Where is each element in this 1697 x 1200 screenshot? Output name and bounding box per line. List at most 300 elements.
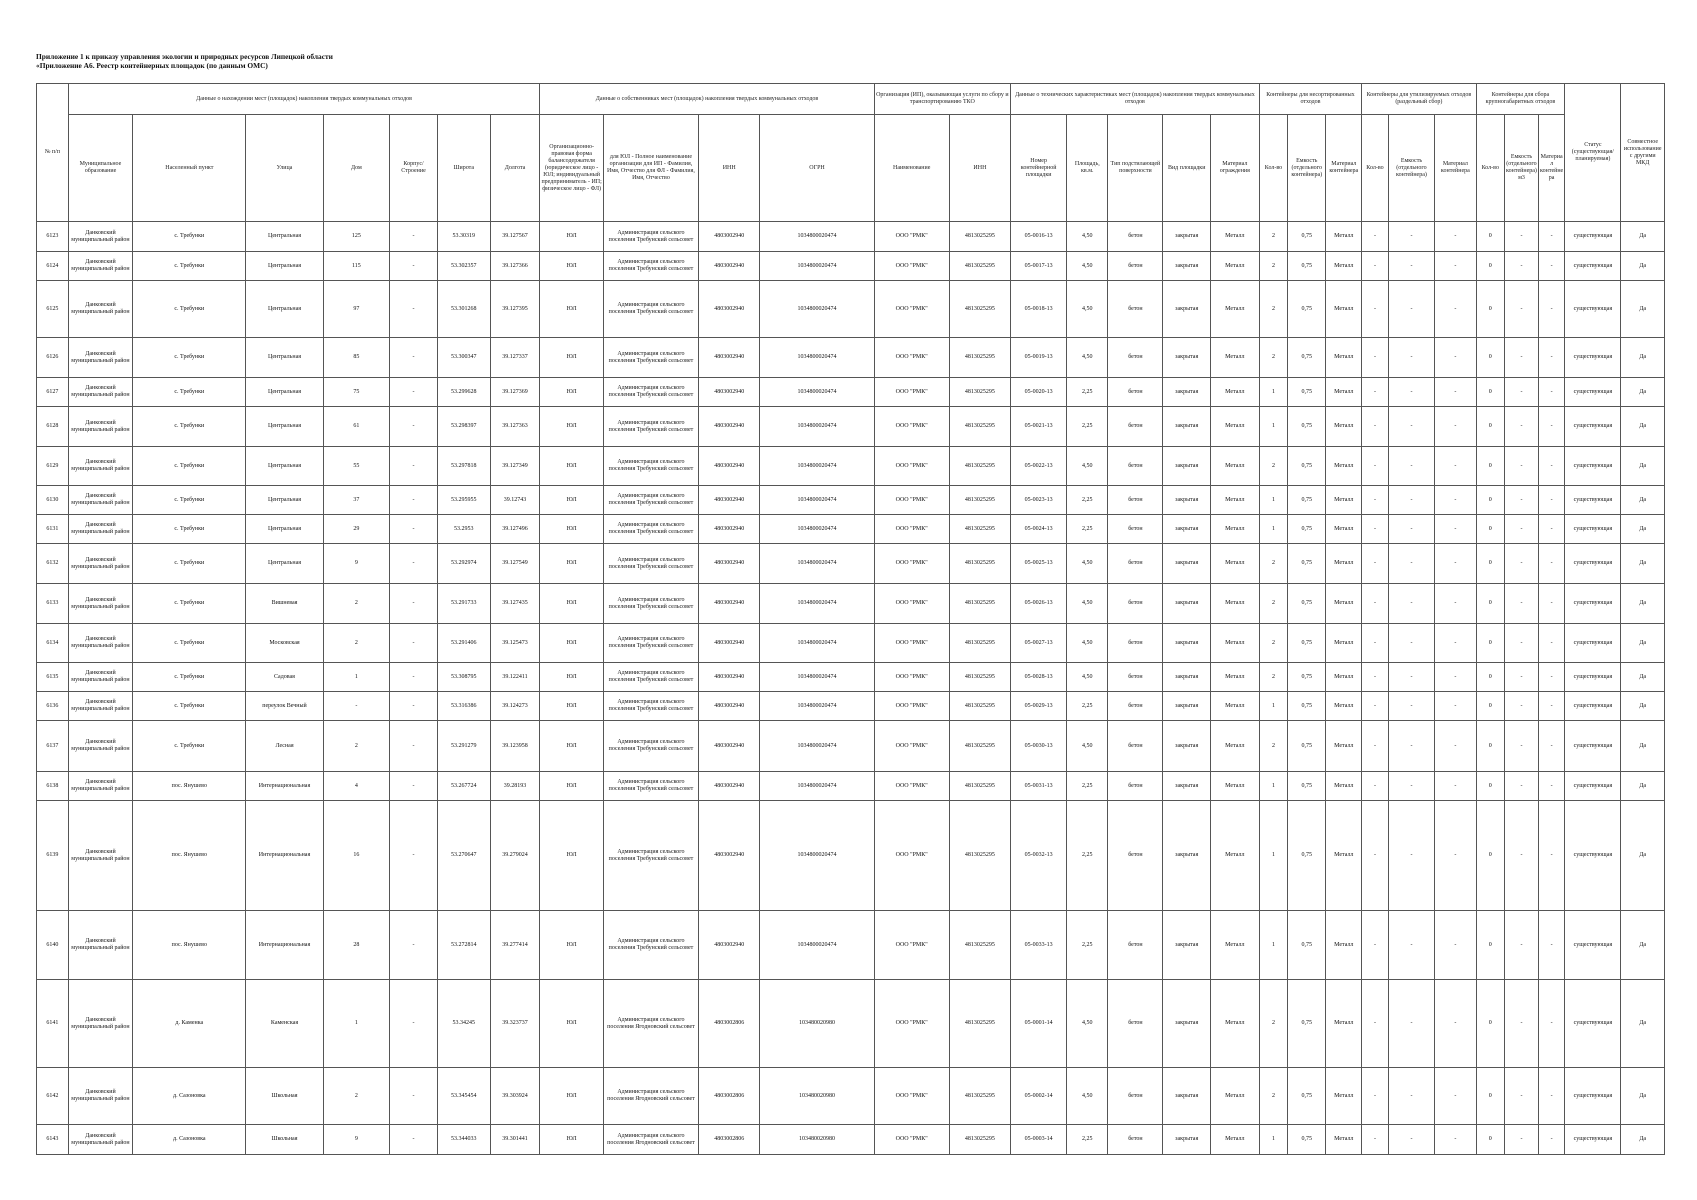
cell-unsorted-material: Металл bbox=[1326, 1125, 1362, 1155]
cell-owner-ogrn: 1034800020474 bbox=[760, 338, 874, 378]
cell-number: 6124 bbox=[37, 252, 69, 281]
cell-unsorted-count: 2 bbox=[1259, 624, 1288, 663]
cell-status: существующая bbox=[1565, 801, 1621, 911]
cell-area: 4,50 bbox=[1067, 252, 1108, 281]
cell-area: 2,25 bbox=[1067, 911, 1108, 980]
cell-owner-inn: 4803002940 bbox=[699, 911, 760, 980]
cell-unsorted-material: Металл bbox=[1326, 980, 1362, 1068]
col-header-site-number: Номер контейнерной площадки bbox=[1011, 115, 1067, 222]
cell-unsorted-count: 2 bbox=[1259, 721, 1288, 772]
cell-carrier-inn: 4813025295 bbox=[949, 584, 1010, 624]
cell-legal-form: ЮЛ bbox=[540, 1125, 603, 1155]
cell-status: существующая bbox=[1565, 447, 1621, 486]
cell-fence-material: Металл bbox=[1210, 252, 1259, 281]
cell-status: существующая bbox=[1565, 1125, 1621, 1155]
cell-site-type: закрытая bbox=[1163, 692, 1211, 721]
cell-carrier-name: ООО "РМК" bbox=[874, 721, 949, 772]
cell-shared-use: Да bbox=[1621, 911, 1665, 980]
cell-street: Каменская bbox=[246, 980, 323, 1068]
cell-unsorted-capacity: 0,75 bbox=[1288, 980, 1326, 1068]
cell-owner-ogrn: 1034800020474 bbox=[760, 447, 874, 486]
cell-owner-inn: 4803002940 bbox=[699, 252, 760, 281]
cell-owner-ogrn: 1034800020474 bbox=[760, 222, 874, 252]
cell-recyclable-capacity: - bbox=[1388, 486, 1435, 515]
table-row bbox=[37, 911, 1665, 980]
cell-recyclable-count: - bbox=[1362, 911, 1388, 980]
cell-bulky-count: 0 bbox=[1476, 772, 1505, 801]
cell-building: - bbox=[390, 515, 438, 544]
cell-owner-ogrn: 1034800020474 bbox=[760, 281, 874, 338]
cell-owner-name: Администрация сельского поселения Требунский сельсовет bbox=[603, 801, 698, 911]
cell-area: 4,50 bbox=[1067, 663, 1108, 692]
table-row bbox=[37, 447, 1665, 486]
cell-unsorted-material: Металл bbox=[1326, 447, 1362, 486]
cell-settlement: с. Требунки bbox=[133, 486, 246, 515]
cell-area: 4,50 bbox=[1067, 222, 1108, 252]
cell-bulky-capacity: - bbox=[1505, 222, 1539, 252]
group-header-owner: Данные о собственниках мест (площадок) накопления твердых коммунальных отходов bbox=[540, 84, 874, 115]
cell-latitude: 53.291733 bbox=[437, 584, 490, 624]
cell-number: 6132 bbox=[37, 544, 69, 584]
cell-settlement: с. Требунки bbox=[133, 447, 246, 486]
cell-building: - bbox=[390, 663, 438, 692]
cell-unsorted-count: 2 bbox=[1259, 338, 1288, 378]
cell-site-type: закрытая bbox=[1163, 1125, 1211, 1155]
cell-building: - bbox=[390, 980, 438, 1068]
cell-street: Садовая bbox=[246, 663, 323, 692]
cell-surface-type: бетон bbox=[1108, 447, 1163, 486]
cell-municipality: Данковский муниципальный район bbox=[68, 447, 133, 486]
cell-number: 6138 bbox=[37, 772, 69, 801]
cell-fence-material: Металл bbox=[1210, 721, 1259, 772]
cell-municipality: Данковский муниципальный район bbox=[68, 222, 133, 252]
cell-fence-material: Металл bbox=[1210, 281, 1259, 338]
cell-longitude: 39.125473 bbox=[490, 624, 540, 663]
cell-carrier-inn: 4813025295 bbox=[949, 252, 1010, 281]
cell-building: - bbox=[390, 801, 438, 911]
cell-owner-inn: 4803002940 bbox=[699, 281, 760, 338]
cell-longitude: 39.127549 bbox=[490, 544, 540, 584]
cell-bulky-capacity: - bbox=[1505, 252, 1539, 281]
cell-bulky-capacity: - bbox=[1505, 1125, 1539, 1155]
cell-street: Центральная bbox=[246, 281, 323, 338]
cell-site-number: 05-0032-13 bbox=[1011, 801, 1067, 911]
cell-building: - bbox=[390, 281, 438, 338]
cell-legal-form: ЮЛ bbox=[540, 447, 603, 486]
cell-carrier-inn: 4813025295 bbox=[949, 692, 1010, 721]
col-header-owner-ogrn: ОГРН bbox=[760, 115, 874, 222]
cell-owner-name: Администрация сельского поселения Требунский сельсовет bbox=[603, 721, 698, 772]
cell-latitude: 53.308795 bbox=[437, 663, 490, 692]
cell-owner-ogrn: 1034800020474 bbox=[760, 407, 874, 447]
group-header-technical: Данные о технических характеристиках мест (площадок) накопления твердых коммунальных отходов bbox=[1011, 84, 1260, 115]
table-row bbox=[37, 772, 1665, 801]
cell-site-number: 05-0024-13 bbox=[1011, 515, 1067, 544]
cell-recyclable-count: - bbox=[1362, 721, 1388, 772]
cell-longitude: 39.127496 bbox=[490, 515, 540, 544]
cell-recyclable-count: - bbox=[1362, 281, 1388, 338]
cell-latitude: 53.300347 bbox=[437, 338, 490, 378]
cell-unsorted-count: 1 bbox=[1259, 1125, 1288, 1155]
cell-owner-ogrn: 1034800020474 bbox=[760, 721, 874, 772]
cell-recyclable-material: - bbox=[1435, 486, 1476, 515]
cell-recyclable-capacity: - bbox=[1388, 663, 1435, 692]
cell-owner-inn: 4803002940 bbox=[699, 624, 760, 663]
cell-recyclable-material: - bbox=[1435, 407, 1476, 447]
cell-unsorted-material: Металл bbox=[1326, 721, 1362, 772]
cell-unsorted-capacity: 0,75 bbox=[1288, 447, 1326, 486]
cell-recyclable-capacity: - bbox=[1388, 721, 1435, 772]
cell-unsorted-capacity: 0,75 bbox=[1288, 663, 1326, 692]
cell-settlement: д. Сазоновка bbox=[133, 1068, 246, 1125]
cell-unsorted-material: Металл bbox=[1326, 407, 1362, 447]
cell-number: 6134 bbox=[37, 624, 69, 663]
cell-latitude: 53.270647 bbox=[437, 801, 490, 911]
cell-fence-material: Металл bbox=[1210, 801, 1259, 911]
cell-owner-inn: 4803002940 bbox=[699, 692, 760, 721]
cell-status: существующая bbox=[1565, 281, 1621, 338]
cell-status: существующая bbox=[1565, 378, 1621, 407]
cell-area: 4,50 bbox=[1067, 584, 1108, 624]
cell-fence-material: Металл bbox=[1210, 222, 1259, 252]
cell-status: существующая bbox=[1565, 338, 1621, 378]
cell-surface-type: бетон bbox=[1108, 281, 1163, 338]
cell-owner-name: Администрация сельского поселения Требунский сельсовет bbox=[603, 281, 698, 338]
cell-site-number: 05-0001-14 bbox=[1011, 980, 1067, 1068]
cell-status: существующая bbox=[1565, 407, 1621, 447]
table-row bbox=[37, 222, 1665, 252]
cell-number: 6125 bbox=[37, 281, 69, 338]
cell-building: - bbox=[390, 222, 438, 252]
cell-unsorted-capacity: 0,75 bbox=[1288, 252, 1326, 281]
cell-carrier-inn: 4813025295 bbox=[949, 515, 1010, 544]
col-header-surface-type: Тип подстилающей поверхности bbox=[1108, 115, 1163, 222]
cell-site-type: закрытая bbox=[1163, 378, 1211, 407]
cell-longitude: 39.303924 bbox=[490, 1068, 540, 1125]
cell-area: 2,25 bbox=[1067, 772, 1108, 801]
cell-house: 4 bbox=[323, 772, 390, 801]
cell-recyclable-capacity: - bbox=[1388, 252, 1435, 281]
cell-street: Московская bbox=[246, 624, 323, 663]
cell-bulky-capacity: - bbox=[1505, 281, 1539, 338]
cell-fence-material: Металл bbox=[1210, 911, 1259, 980]
col-header-area: Площадь, кв.м. bbox=[1067, 115, 1108, 222]
table-body bbox=[37, 222, 1665, 1155]
cell-settlement: с. Требунки bbox=[133, 407, 246, 447]
cell-street: Центральная bbox=[246, 407, 323, 447]
cell-site-type: закрытая bbox=[1163, 721, 1211, 772]
cell-surface-type: бетон bbox=[1108, 1125, 1163, 1155]
cell-status: существующая bbox=[1565, 980, 1621, 1068]
cell-recyclable-capacity: - bbox=[1388, 544, 1435, 584]
cell-legal-form: ЮЛ bbox=[540, 772, 603, 801]
cell-area: 2,25 bbox=[1067, 1125, 1108, 1155]
cell-house: 37 bbox=[323, 486, 390, 515]
header-column-row bbox=[37, 115, 1665, 222]
cell-settlement: д. Каменка bbox=[133, 980, 246, 1068]
cell-site-number: 05-0002-14 bbox=[1011, 1068, 1067, 1125]
cell-recyclable-capacity: - bbox=[1388, 1125, 1435, 1155]
cell-street: Центральная bbox=[246, 378, 323, 407]
cell-site-type: закрытая bbox=[1163, 772, 1211, 801]
col-header-site-type: Вид площадки bbox=[1163, 115, 1211, 222]
cell-municipality: Данковский муниципальный район bbox=[68, 252, 133, 281]
cell-municipality: Данковский муниципальный район bbox=[68, 281, 133, 338]
cell-unsorted-capacity: 0,75 bbox=[1288, 584, 1326, 624]
cell-owner-name: Администрация сельского поселения Ягодновский сельсовет bbox=[603, 1125, 698, 1155]
cell-municipality: Данковский муниципальный район bbox=[68, 584, 133, 624]
cell-latitude: 53.272814 bbox=[437, 911, 490, 980]
cell-recyclable-capacity: - bbox=[1388, 911, 1435, 980]
cell-surface-type: бетон bbox=[1108, 1068, 1163, 1125]
cell-bulky-material: - bbox=[1538, 772, 1564, 801]
container-sites-registry-table bbox=[36, 83, 1665, 1155]
cell-site-number: 05-0020-13 bbox=[1011, 378, 1067, 407]
cell-surface-type: бетон bbox=[1108, 407, 1163, 447]
cell-site-type: закрытая bbox=[1163, 801, 1211, 911]
cell-house: 2 bbox=[323, 1068, 390, 1125]
cell-owner-name: Администрация сельского поселения Требунский сельсовет bbox=[603, 584, 698, 624]
cell-fence-material: Металл bbox=[1210, 692, 1259, 721]
cell-site-type: закрытая bbox=[1163, 515, 1211, 544]
cell-recyclable-count: - bbox=[1362, 801, 1388, 911]
cell-settlement: с. Требунки bbox=[133, 515, 246, 544]
cell-number: 6133 bbox=[37, 584, 69, 624]
table-row bbox=[37, 624, 1665, 663]
cell-owner-inn: 4803002940 bbox=[699, 486, 760, 515]
cell-owner-ogrn: 1034800020474 bbox=[760, 252, 874, 281]
group-header-unsorted-containers: Контейнеры для несортированных отходов bbox=[1259, 84, 1362, 115]
cell-fence-material: Металл bbox=[1210, 772, 1259, 801]
cell-site-number: 05-0029-13 bbox=[1011, 692, 1067, 721]
cell-area: 2,25 bbox=[1067, 378, 1108, 407]
col-header-recyclable-count: Кол-во bbox=[1362, 115, 1388, 222]
cell-bulky-material: - bbox=[1538, 624, 1564, 663]
cell-longitude: 39.12743 bbox=[490, 486, 540, 515]
cell-site-type: закрытая bbox=[1163, 584, 1211, 624]
cell-shared-use: Да bbox=[1621, 801, 1665, 911]
cell-site-number: 05-0027-13 bbox=[1011, 624, 1067, 663]
cell-legal-form: ЮЛ bbox=[540, 338, 603, 378]
cell-street: Интернациональная bbox=[246, 911, 323, 980]
cell-unsorted-count: 2 bbox=[1259, 544, 1288, 584]
cell-bulky-count: 0 bbox=[1476, 252, 1505, 281]
cell-recyclable-capacity: - bbox=[1388, 281, 1435, 338]
cell-municipality: Данковский муниципальный район bbox=[68, 663, 133, 692]
cell-bulky-capacity: - bbox=[1505, 378, 1539, 407]
cell-recyclable-count: - bbox=[1362, 407, 1388, 447]
cell-carrier-inn: 4813025295 bbox=[949, 447, 1010, 486]
cell-legal-form: ЮЛ bbox=[540, 801, 603, 911]
cell-fence-material: Металл bbox=[1210, 980, 1259, 1068]
cell-owner-inn: 4803002940 bbox=[699, 584, 760, 624]
cell-site-type: закрытая bbox=[1163, 338, 1211, 378]
cell-latitude: 53.291406 bbox=[437, 624, 490, 663]
cell-carrier-inn: 4813025295 bbox=[949, 486, 1010, 515]
cell-recyclable-count: - bbox=[1362, 624, 1388, 663]
cell-bulky-material: - bbox=[1538, 515, 1564, 544]
cell-carrier-inn: 4813025295 bbox=[949, 281, 1010, 338]
cell-latitude: 53.267724 bbox=[437, 772, 490, 801]
cell-status: существующая bbox=[1565, 772, 1621, 801]
cell-owner-ogrn: 1034800020474 bbox=[760, 544, 874, 584]
cell-latitude: 53.297818 bbox=[437, 447, 490, 486]
cell-recyclable-material: - bbox=[1435, 772, 1476, 801]
col-header-bulky-capacity: Емкость (отдельного контейнера) м3 bbox=[1505, 115, 1539, 222]
cell-legal-form: ЮЛ bbox=[540, 624, 603, 663]
cell-unsorted-count: 2 bbox=[1259, 1068, 1288, 1125]
cell-bulky-capacity: - bbox=[1505, 407, 1539, 447]
cell-owner-ogrn: 103480020980 bbox=[760, 1125, 874, 1155]
cell-recyclable-count: - bbox=[1362, 663, 1388, 692]
cell-building: - bbox=[390, 338, 438, 378]
cell-owner-name: Администрация сельского поселения Требунский сельсовет bbox=[603, 252, 698, 281]
cell-fence-material: Металл bbox=[1210, 407, 1259, 447]
cell-municipality: Данковский муниципальный район bbox=[68, 721, 133, 772]
cell-surface-type: бетон bbox=[1108, 544, 1163, 584]
cell-recyclable-material: - bbox=[1435, 721, 1476, 772]
cell-longitude: 39.323737 bbox=[490, 980, 540, 1068]
cell-site-number: 05-0026-13 bbox=[1011, 584, 1067, 624]
cell-legal-form: ЮЛ bbox=[540, 663, 603, 692]
cell-surface-type: бетон bbox=[1108, 222, 1163, 252]
cell-bulky-count: 0 bbox=[1476, 911, 1505, 980]
cell-bulky-material: - bbox=[1538, 663, 1564, 692]
cell-longitude: 39.127395 bbox=[490, 281, 540, 338]
cell-recyclable-count: - bbox=[1362, 692, 1388, 721]
cell-unsorted-count: 1 bbox=[1259, 801, 1288, 911]
cell-recyclable-count: - bbox=[1362, 544, 1388, 584]
cell-bulky-capacity: - bbox=[1505, 911, 1539, 980]
cell-unsorted-count: 1 bbox=[1259, 407, 1288, 447]
cell-carrier-inn: 4813025295 bbox=[949, 911, 1010, 980]
cell-bulky-capacity: - bbox=[1505, 584, 1539, 624]
cell-street: Школьная bbox=[246, 1125, 323, 1155]
cell-municipality: Данковский муниципальный район bbox=[68, 338, 133, 378]
cell-house: 28 bbox=[323, 911, 390, 980]
cell-street: Лесная bbox=[246, 721, 323, 772]
cell-status: существующая bbox=[1565, 222, 1621, 252]
cell-carrier-name: ООО "РМК" bbox=[874, 801, 949, 911]
cell-legal-form: ЮЛ bbox=[540, 378, 603, 407]
cell-number: 6142 bbox=[37, 1068, 69, 1125]
cell-surface-type: бетон bbox=[1108, 772, 1163, 801]
cell-legal-form: ЮЛ bbox=[540, 407, 603, 447]
cell-fence-material: Металл bbox=[1210, 663, 1259, 692]
cell-house: 1 bbox=[323, 663, 390, 692]
cell-owner-inn: 4803002940 bbox=[699, 801, 760, 911]
cell-legal-form: ЮЛ bbox=[540, 486, 603, 515]
cell-owner-name: Администрация сельского поселения Требунский сельсовет bbox=[603, 911, 698, 980]
cell-longitude: 39.28193 bbox=[490, 772, 540, 801]
cell-unsorted-capacity: 0,75 bbox=[1288, 1068, 1326, 1125]
cell-latitude: 53.292974 bbox=[437, 544, 490, 584]
cell-bulky-count: 0 bbox=[1476, 1125, 1505, 1155]
cell-unsorted-capacity: 0,75 bbox=[1288, 911, 1326, 980]
cell-bulky-count: 0 bbox=[1476, 584, 1505, 624]
cell-municipality: Данковский муниципальный район bbox=[68, 692, 133, 721]
table-row bbox=[37, 515, 1665, 544]
cell-owner-inn: 4803002940 bbox=[699, 447, 760, 486]
cell-carrier-name: ООО "РМК" bbox=[874, 1125, 949, 1155]
cell-recyclable-material: - bbox=[1435, 544, 1476, 584]
cell-owner-inn: 4803002940 bbox=[699, 721, 760, 772]
cell-site-number: 05-0022-13 bbox=[1011, 447, 1067, 486]
col-header-legal-form: Организационно-правовая форма балансодержателя (юридическое лицо - ЮЛ; индивидуальный предприниматель - ИП; физическое лицо - ФЛ) bbox=[540, 115, 603, 222]
cell-number: 6129 bbox=[37, 447, 69, 486]
cell-bulky-material: - bbox=[1538, 911, 1564, 980]
cell-owner-inn: 4803002806 bbox=[699, 1068, 760, 1125]
cell-fence-material: Металл bbox=[1210, 338, 1259, 378]
cell-site-type: закрытая bbox=[1163, 1068, 1211, 1125]
cell-surface-type: бетон bbox=[1108, 252, 1163, 281]
cell-house: 75 bbox=[323, 378, 390, 407]
cell-building: - bbox=[390, 624, 438, 663]
cell-status: существующая bbox=[1565, 721, 1621, 772]
cell-bulky-capacity: - bbox=[1505, 624, 1539, 663]
cell-status: существующая bbox=[1565, 544, 1621, 584]
cell-recyclable-capacity: - bbox=[1388, 772, 1435, 801]
cell-owner-name: Администрация сельского поселения Требунский сельсовет bbox=[603, 515, 698, 544]
cell-municipality: Данковский муниципальный район bbox=[68, 378, 133, 407]
cell-shared-use: Да bbox=[1621, 222, 1665, 252]
cell-recyclable-material: - bbox=[1435, 1068, 1476, 1125]
cell-bulky-count: 0 bbox=[1476, 407, 1505, 447]
cell-owner-ogrn: 103480020980 bbox=[760, 980, 874, 1068]
cell-recyclable-count: - bbox=[1362, 447, 1388, 486]
cell-longitude: 39.127369 bbox=[490, 378, 540, 407]
cell-unsorted-count: 2 bbox=[1259, 584, 1288, 624]
cell-status: существующая bbox=[1565, 1068, 1621, 1125]
cell-legal-form: ЮЛ bbox=[540, 721, 603, 772]
cell-settlement: с. Требунки bbox=[133, 544, 246, 584]
cell-settlement: с. Требунки bbox=[133, 252, 246, 281]
cell-carrier-inn: 4813025295 bbox=[949, 378, 1010, 407]
cell-number: 6128 bbox=[37, 407, 69, 447]
cell-building: - bbox=[390, 378, 438, 407]
cell-number: 6136 bbox=[37, 692, 69, 721]
cell-shared-use: Да bbox=[1621, 624, 1665, 663]
cell-carrier-name: ООО "РМК" bbox=[874, 222, 949, 252]
cell-bulky-capacity: - bbox=[1505, 801, 1539, 911]
cell-unsorted-capacity: 0,75 bbox=[1288, 624, 1326, 663]
cell-longitude: 39.127349 bbox=[490, 447, 540, 486]
cell-shared-use: Да bbox=[1621, 584, 1665, 624]
cell-building: - bbox=[390, 584, 438, 624]
cell-bulky-material: - bbox=[1538, 281, 1564, 338]
cell-building: - bbox=[390, 447, 438, 486]
cell-fence-material: Металл bbox=[1210, 447, 1259, 486]
table-row bbox=[37, 663, 1665, 692]
cell-site-type: закрытая bbox=[1163, 980, 1211, 1068]
cell-bulky-material: - bbox=[1538, 801, 1564, 911]
cell-longitude: 39.127366 bbox=[490, 252, 540, 281]
cell-fence-material: Металл bbox=[1210, 486, 1259, 515]
cell-legal-form: ЮЛ bbox=[540, 911, 603, 980]
cell-recyclable-material: - bbox=[1435, 692, 1476, 721]
cell-owner-inn: 4803002940 bbox=[699, 772, 760, 801]
cell-unsorted-count: 1 bbox=[1259, 515, 1288, 544]
cell-carrier-name: ООО "РМК" bbox=[874, 980, 949, 1068]
cell-unsorted-capacity: 0,75 bbox=[1288, 378, 1326, 407]
cell-bulky-material: - bbox=[1538, 222, 1564, 252]
col-header-bulky-count: Кол-во bbox=[1476, 115, 1505, 222]
cell-unsorted-count: 2 bbox=[1259, 980, 1288, 1068]
cell-site-type: закрытая bbox=[1163, 663, 1211, 692]
cell-recyclable-material: - bbox=[1435, 980, 1476, 1068]
cell-municipality: Данковский муниципальный район bbox=[68, 801, 133, 911]
col-header-bulky-material: Материал контейнера bbox=[1538, 115, 1564, 222]
